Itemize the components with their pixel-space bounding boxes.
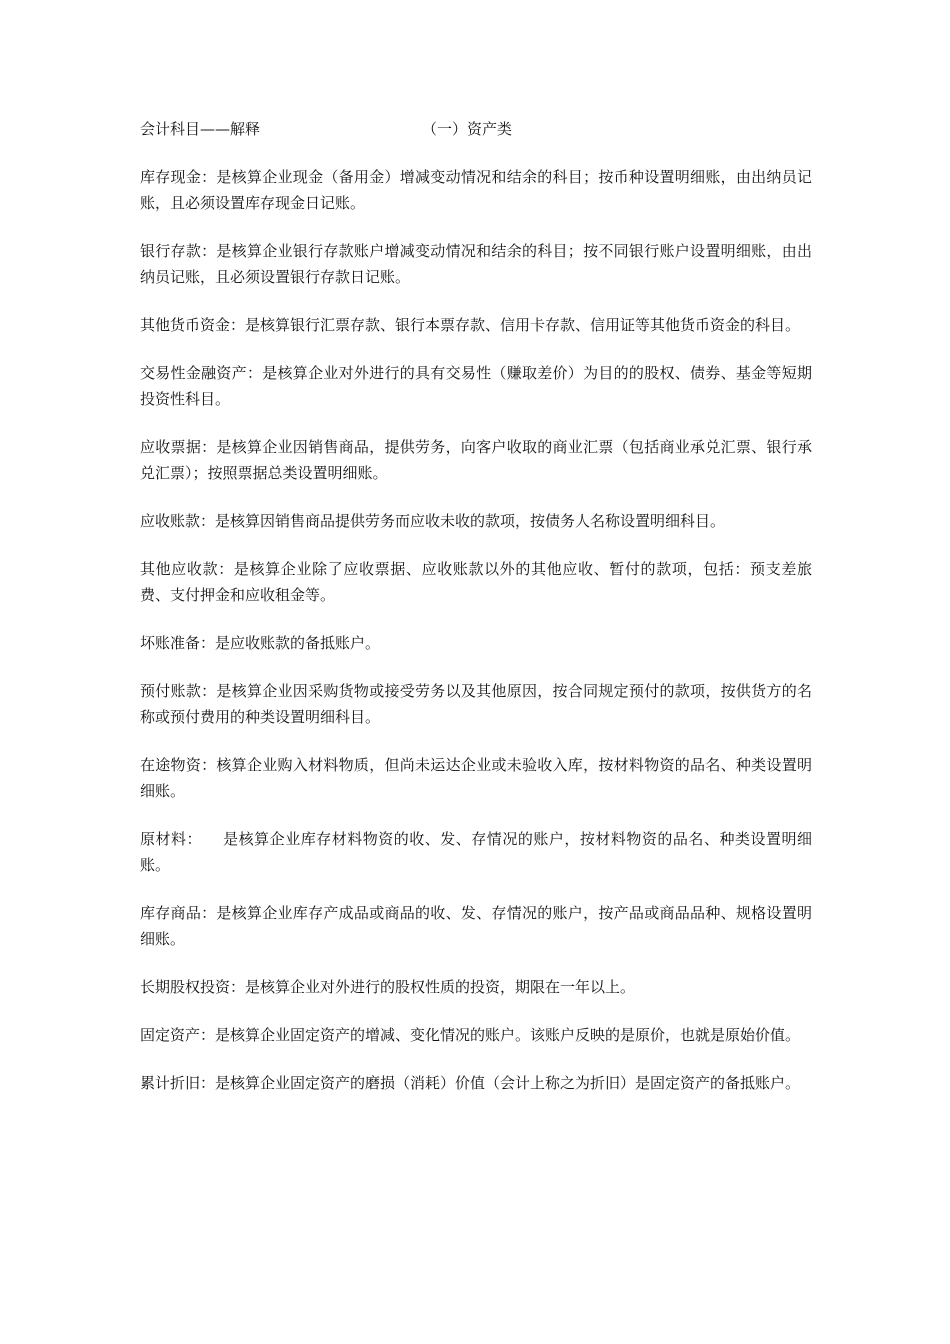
account-entry xyxy=(140,974,812,1000)
account-term: 其他货币资金： xyxy=(140,316,246,334)
account-term: 应收票据： xyxy=(140,438,217,456)
account-term: 应收账款： xyxy=(140,512,216,530)
account-entry xyxy=(140,508,812,534)
account-description: 是核算企业对外进行的股权性质的投资，期限在一年以上。 xyxy=(245,978,636,996)
account-description: 是核算企业除了应收票据、应收账款以外的其他应收、暂付的款项，包括：预支差旅费、支付押金和应收租金等。 xyxy=(140,560,812,604)
document-title: 会计科目——解释 xyxy=(140,120,261,138)
account-description: 是核算企业因采购货物或接受劳务以及其他原因，按合同规定预付的款项，按供货方的名称或预付费用的种类设置明细科目。 xyxy=(140,682,812,726)
account-term: 其他应收款： xyxy=(140,560,234,578)
account-term: 原材料： xyxy=(140,830,203,848)
account-term: 固定资产： xyxy=(140,1026,216,1044)
account-description: 是核算企业因销售商品，提供劳务，向客户收取的商业汇票（包括商业承兑汇票、银行承兑汇票）；按照票据总类设置明细账。 xyxy=(140,438,812,482)
account-description: 是核算企业银行存款账户增减变动情况和结余的科目；按不同银行账户设置明细账，由出纳员记账，且必须设置银行存款日记账。 xyxy=(140,242,812,286)
document-page xyxy=(140,116,812,1096)
account-description: 核算企业购入材料物质，但尚未运达企业或未验收入库，按材料物资的品名、种类设置明细账。 xyxy=(140,756,812,800)
account-description: 是核算银行汇票存款、银行本票存款、信用卡存款、信用证等其他货币资金的科目。 xyxy=(245,316,801,334)
account-description: 是核算企业固定资产的磨损（消耗）价值（会计上称之为折旧）是固定资产的备抵账户。 xyxy=(215,1074,801,1092)
account-entry xyxy=(140,312,812,338)
account-description: 是应收账款的备抵账户。 xyxy=(215,634,381,652)
account-entries xyxy=(140,164,812,1096)
account-entry xyxy=(140,752,812,804)
account-description: 是核算企业固定资产的增减、变化情况的账户。该账户反映的是原价，也就是原始价值。 xyxy=(215,1026,801,1044)
account-term: 交易性金融资产： xyxy=(140,364,263,382)
account-entry xyxy=(140,630,812,656)
account-description: 是核算企业库存产成品或商品的收、发、存情况的账户，按产品或商品品种、规格设置明细账。 xyxy=(140,904,812,948)
account-term: 坏账准备： xyxy=(140,634,216,652)
account-term: 预付账款： xyxy=(140,682,217,700)
account-term: 在途物资： xyxy=(140,756,217,774)
account-entry xyxy=(140,238,812,290)
document-heading xyxy=(140,116,812,142)
account-entry xyxy=(140,164,812,216)
account-entry xyxy=(140,556,812,608)
account-description: 是核算企业库存材料物资的收、发、存情况的账户，按材料物资的品名、种类设置明细账。 xyxy=(140,830,812,874)
account-entry xyxy=(140,900,812,952)
account-entry xyxy=(140,1070,812,1096)
account-term: 累计折旧： xyxy=(140,1074,216,1092)
account-entry xyxy=(140,360,812,412)
account-entry xyxy=(140,678,812,730)
account-entry xyxy=(140,434,812,486)
account-entry xyxy=(140,826,812,878)
account-description: 是核算企业现金（备用金）增减变动情况和结余的科目；按币种设置明细账，由出纳员记账，且必须设置库存现金日记账。 xyxy=(140,168,812,212)
account-description: 是核算因销售商品提供劳务而应收未收的款项，按债务人名称设置明细科目。 xyxy=(215,512,726,530)
section-title: （一）资产类 xyxy=(422,120,513,138)
account-term: 长期股权投资： xyxy=(140,978,246,996)
account-term: 库存商品： xyxy=(140,904,217,922)
account-term: 银行存款： xyxy=(140,242,217,260)
account-description: 是核算企业对外进行的具有交易性（赚取差价）为目的的股权、债券、基金等短期投资性科目。 xyxy=(140,364,812,408)
account-term: 库存现金： xyxy=(140,168,217,186)
account-entry xyxy=(140,1022,812,1048)
